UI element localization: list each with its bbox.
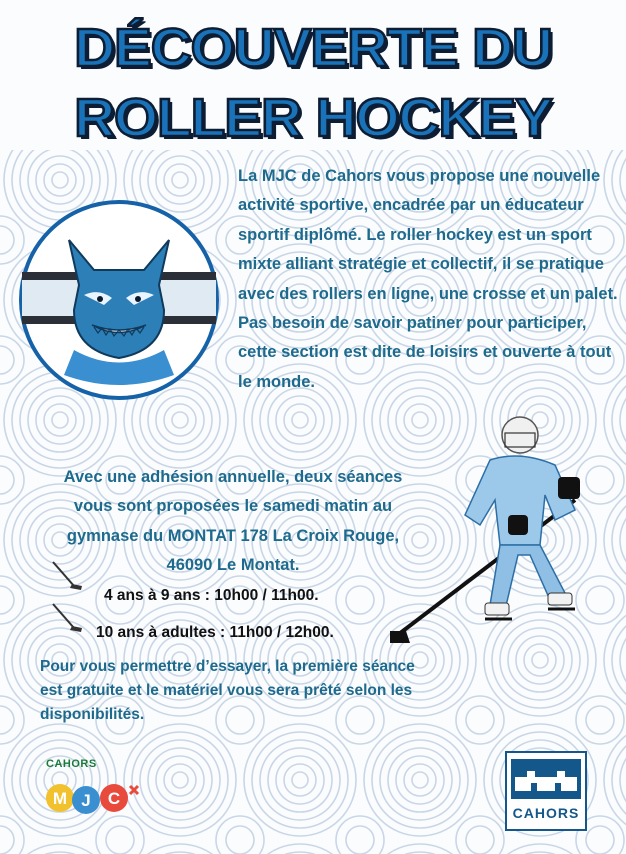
mjc-letter-c: C: [107, 789, 121, 808]
trial-info: Pour vous permettre d’essayer, la première séance est gratuite et le matériel vous sera prêté selon les disponibilités.: [40, 658, 415, 723]
mjc-letter-m: M: [52, 789, 68, 808]
session-info: Avec une adhésion annuelle, deux séances vous sont proposées le samedi matin au gymnase du MONTAT 178 La Croix Rouge, 46090 Le Montat.: [63, 468, 403, 575]
hockey-player-illustration: [390, 405, 615, 645]
mjc-letter-j: J: [81, 791, 91, 810]
mjc-logo: [44, 758, 144, 820]
cahors-label: CAHORS: [512, 805, 580, 821]
intro-paragraph: La MJC de Cahors vous propose une nouvelle activité sportive, encadrée par un éducateur sportif diplômé. Le roller hockey est un sport mixte alliant stratégie et collectif, il se pratique avec des rollers en ligne, une crosse et un palet. Pas besoin de savoir patiner pour participer, cette section est dite de loisirs et ouverte à tout le monde.: [238, 167, 618, 391]
hockey-stick-icon: [50, 560, 84, 592]
title-line-1: DÉCOUVERTE DU: [74, 18, 552, 78]
schedule-adults: 10 ans à adultes : 11h00 / 12h00.: [96, 624, 334, 641]
hockey-stick-icon: [50, 602, 84, 634]
mjc-city-label: CAHORS: [46, 758, 97, 770]
schedule-kids: 4 ans à 9 ans : 10h00 / 11h00.: [104, 587, 319, 604]
mascot-emblem: [14, 200, 224, 400]
title-line-2: ROLLER HOCKEY: [74, 88, 552, 148]
